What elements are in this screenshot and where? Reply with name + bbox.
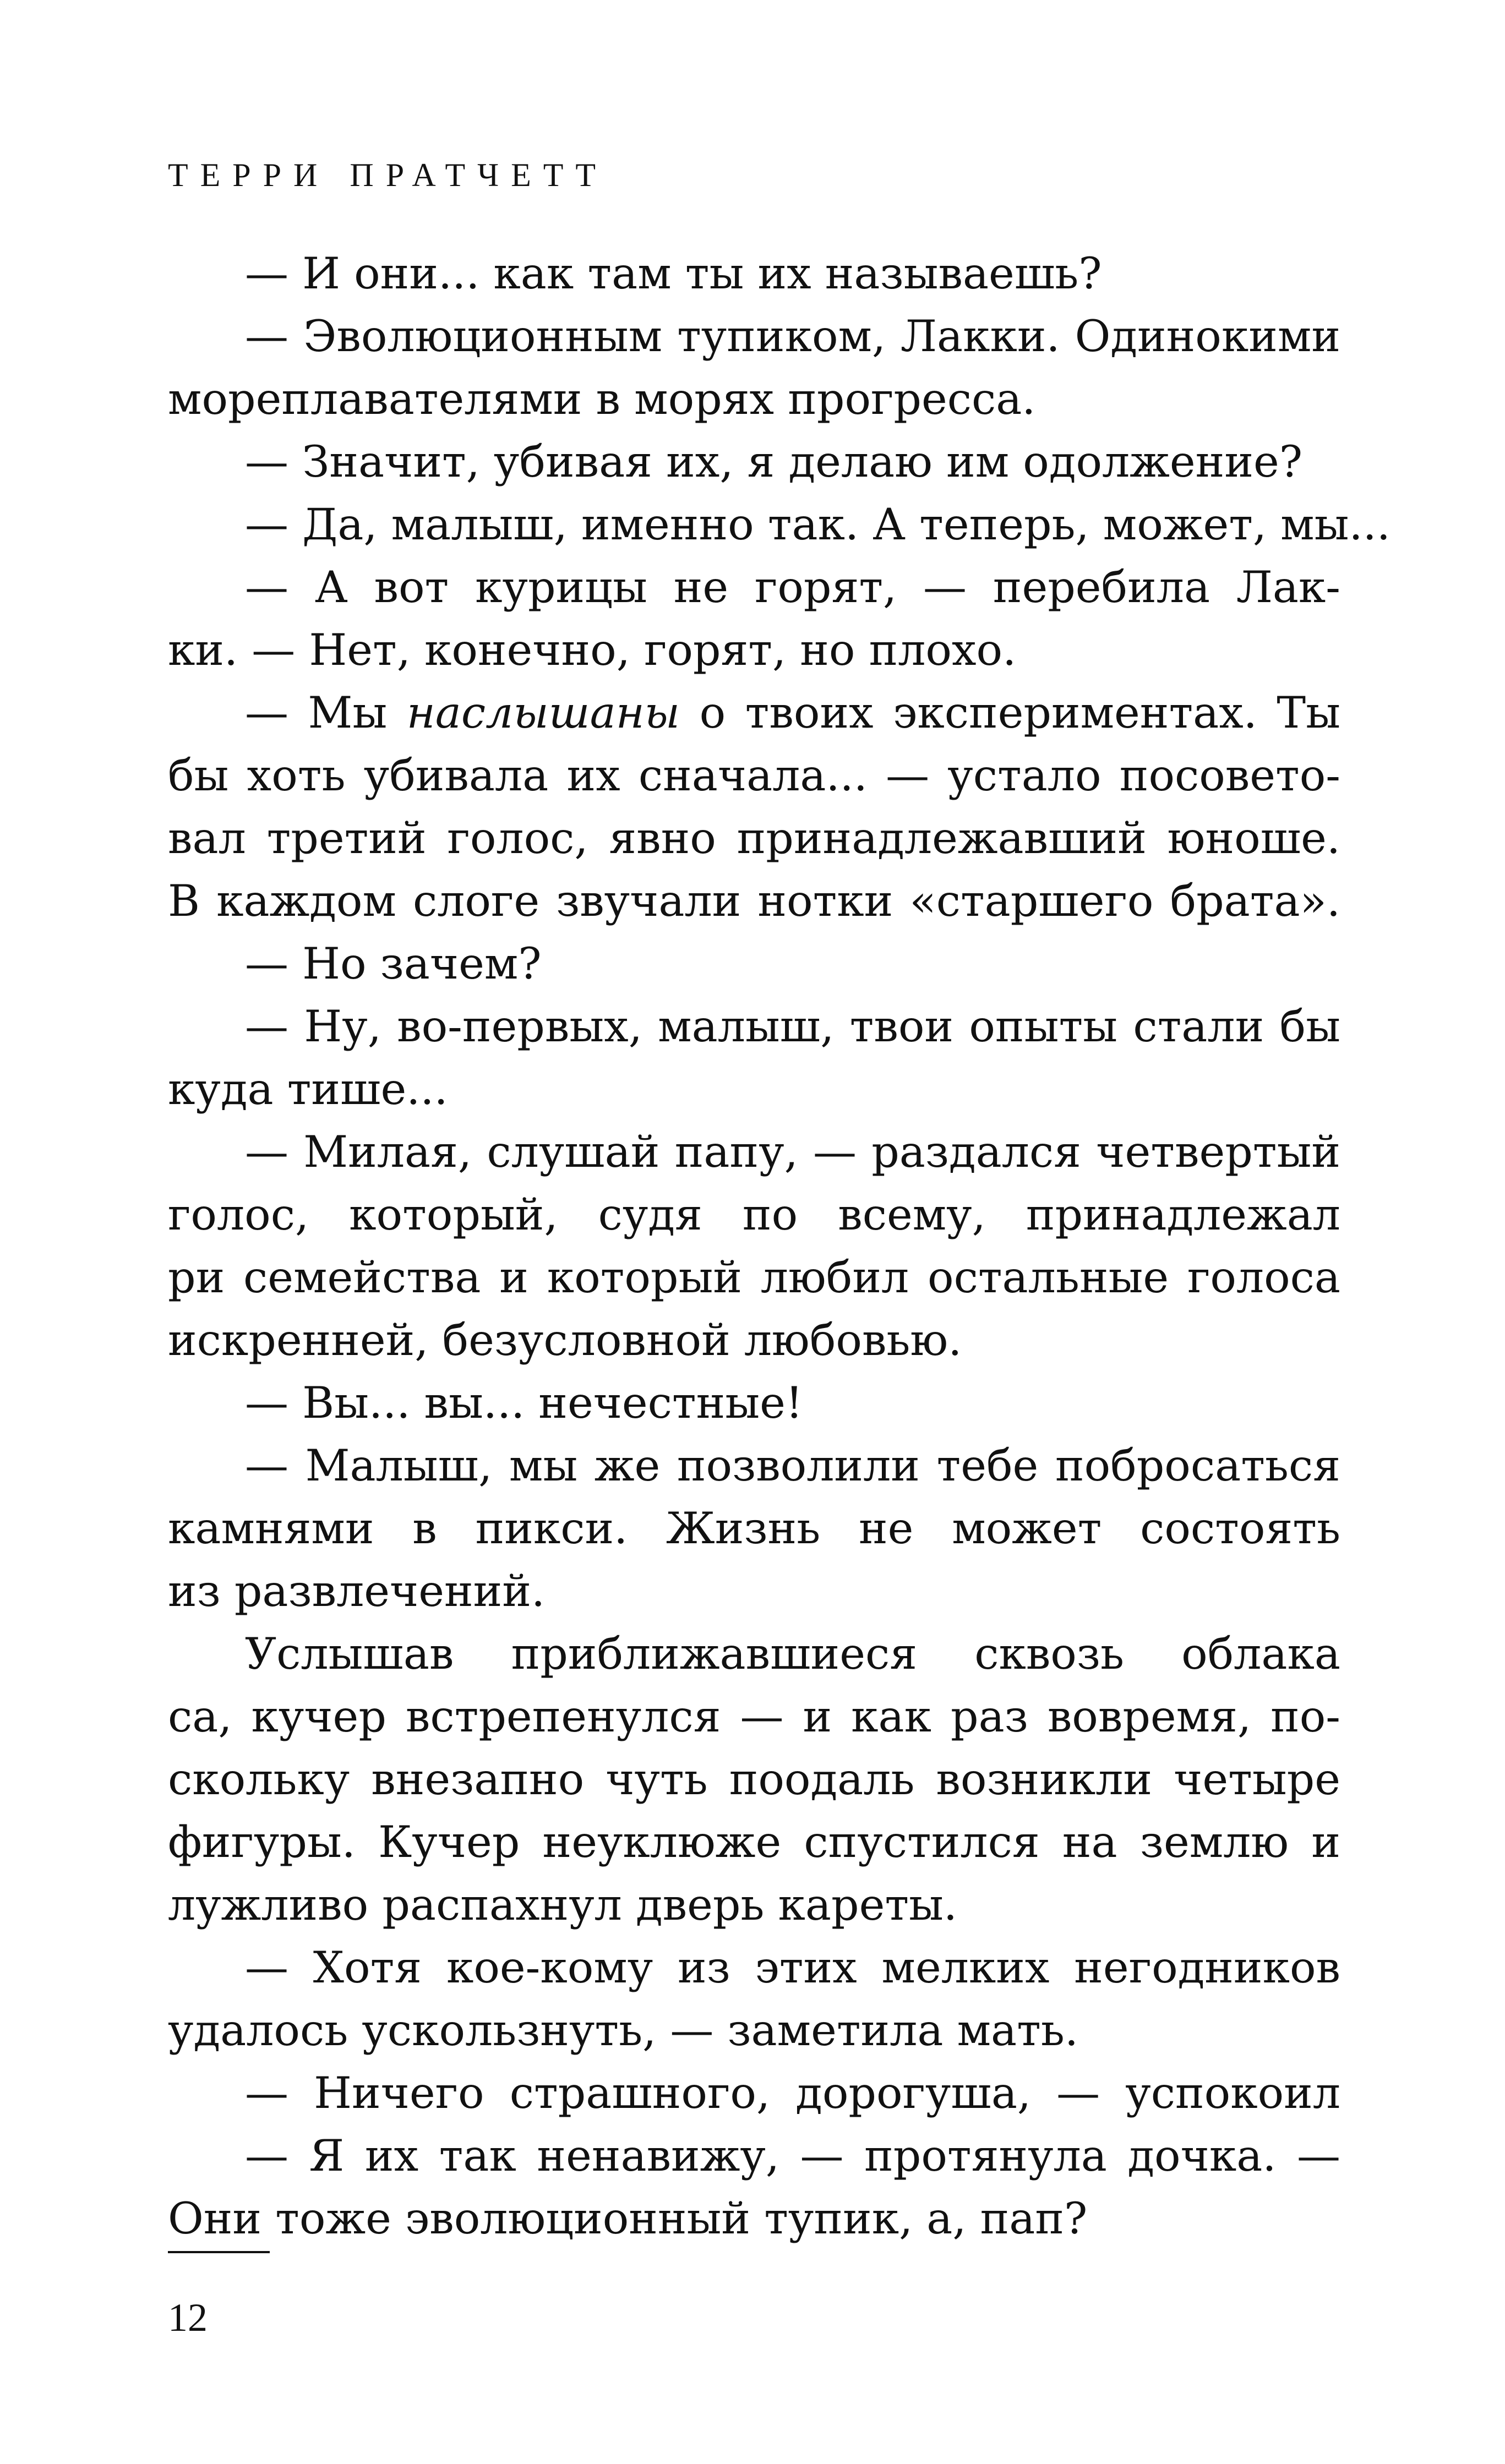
footer-rule (168, 2251, 270, 2253)
text-line: — Но зачем? (245, 938, 542, 989)
text-line: са, кучер встрепенулся — и как раз вовремя, по- (168, 1691, 1340, 1742)
text-segment: о твоих экспериментах. Ты (680, 687, 1340, 738)
text-line: — И они... как там ты их называешь? (245, 248, 1102, 299)
text-line: голос, который, судя по всему, принадлежал (168, 1189, 1340, 1240)
text-line: В каждом слоге звучали нотки «старшего брата». (168, 876, 1340, 926)
text-line: — Ну, во-первых, малыш, твои опыты стали бы (245, 1001, 1340, 1052)
text-line: куда тише... (168, 1064, 448, 1114)
text-line: — Вы... вы... нечестные! (245, 1378, 803, 1428)
body-text (168, 242, 1391, 2250)
text-line: фигуры. Кучер неуклюже спустился на землю и (168, 1817, 1340, 1867)
text-line: — Милая, слушай папу, — раздался четвертый (245, 1127, 1340, 1177)
text-line: удалось ускользнуть, — заметила мать. (168, 2005, 1078, 2056)
text-segment: — Мы (245, 687, 407, 738)
text-line: из развлечений. (168, 1566, 546, 1616)
page-number: 12 (168, 2296, 208, 2340)
text-line: — Значит, убивая их, я делаю им одолжение? (245, 436, 1303, 487)
text-line-with-italic (168, 681, 1340, 744)
text-line: искренней, безусловной любовью. (168, 1315, 962, 1365)
text-line: — Да, малыш, именно так. А теперь, может, мы... (245, 499, 1391, 550)
text-line: — Хотя кое-кому из этих мелких негодников (245, 1942, 1340, 1993)
text-line: — Малыш, мы же позволили тебе побросаться (245, 1440, 1340, 1491)
text-line: камнями в пикси. Жизнь не может состоять (168, 1503, 1340, 1554)
text-line: лужливо распахнул дверь кареты. (168, 1880, 958, 1930)
text-line: Они тоже эволюционный тупик, а, пап? (168, 2193, 1088, 2244)
text-line: — Я их так ненавижу, — протянула дочка. — (245, 2130, 1340, 2181)
text-line: бы хоть убивала их сначала... — устало посовето- (168, 750, 1340, 801)
text-line: Услышав приближавшиеся сквозь облака (245, 1629, 1340, 1679)
italic-word: наслышаны (406, 687, 680, 738)
text-line: — А вот курицы не горят, — перебила Лак- (245, 562, 1340, 613)
text-line: мореплавателями в морях прогресса. (168, 374, 1036, 424)
text-line: ки. — Нет, конечно, горят, но плохо. (168, 625, 1017, 675)
text-line: — Эволюционным тупиком, Лакки. Одинокими (245, 311, 1340, 362)
text-line: вал третий голос, явно принадлежавший юноше. (168, 813, 1340, 864)
text-line: — Ничего страшного, дорогуша, — успокоил (245, 2068, 1340, 2118)
text-line: скольку внезапно чуть поодаль возникли четыре (168, 1754, 1340, 1805)
text-line: ри семейства и который любил остальные голоса (168, 1252, 1340, 1303)
running-head: ТЕРРИ ПРАТЧЕТТ (168, 157, 608, 193)
